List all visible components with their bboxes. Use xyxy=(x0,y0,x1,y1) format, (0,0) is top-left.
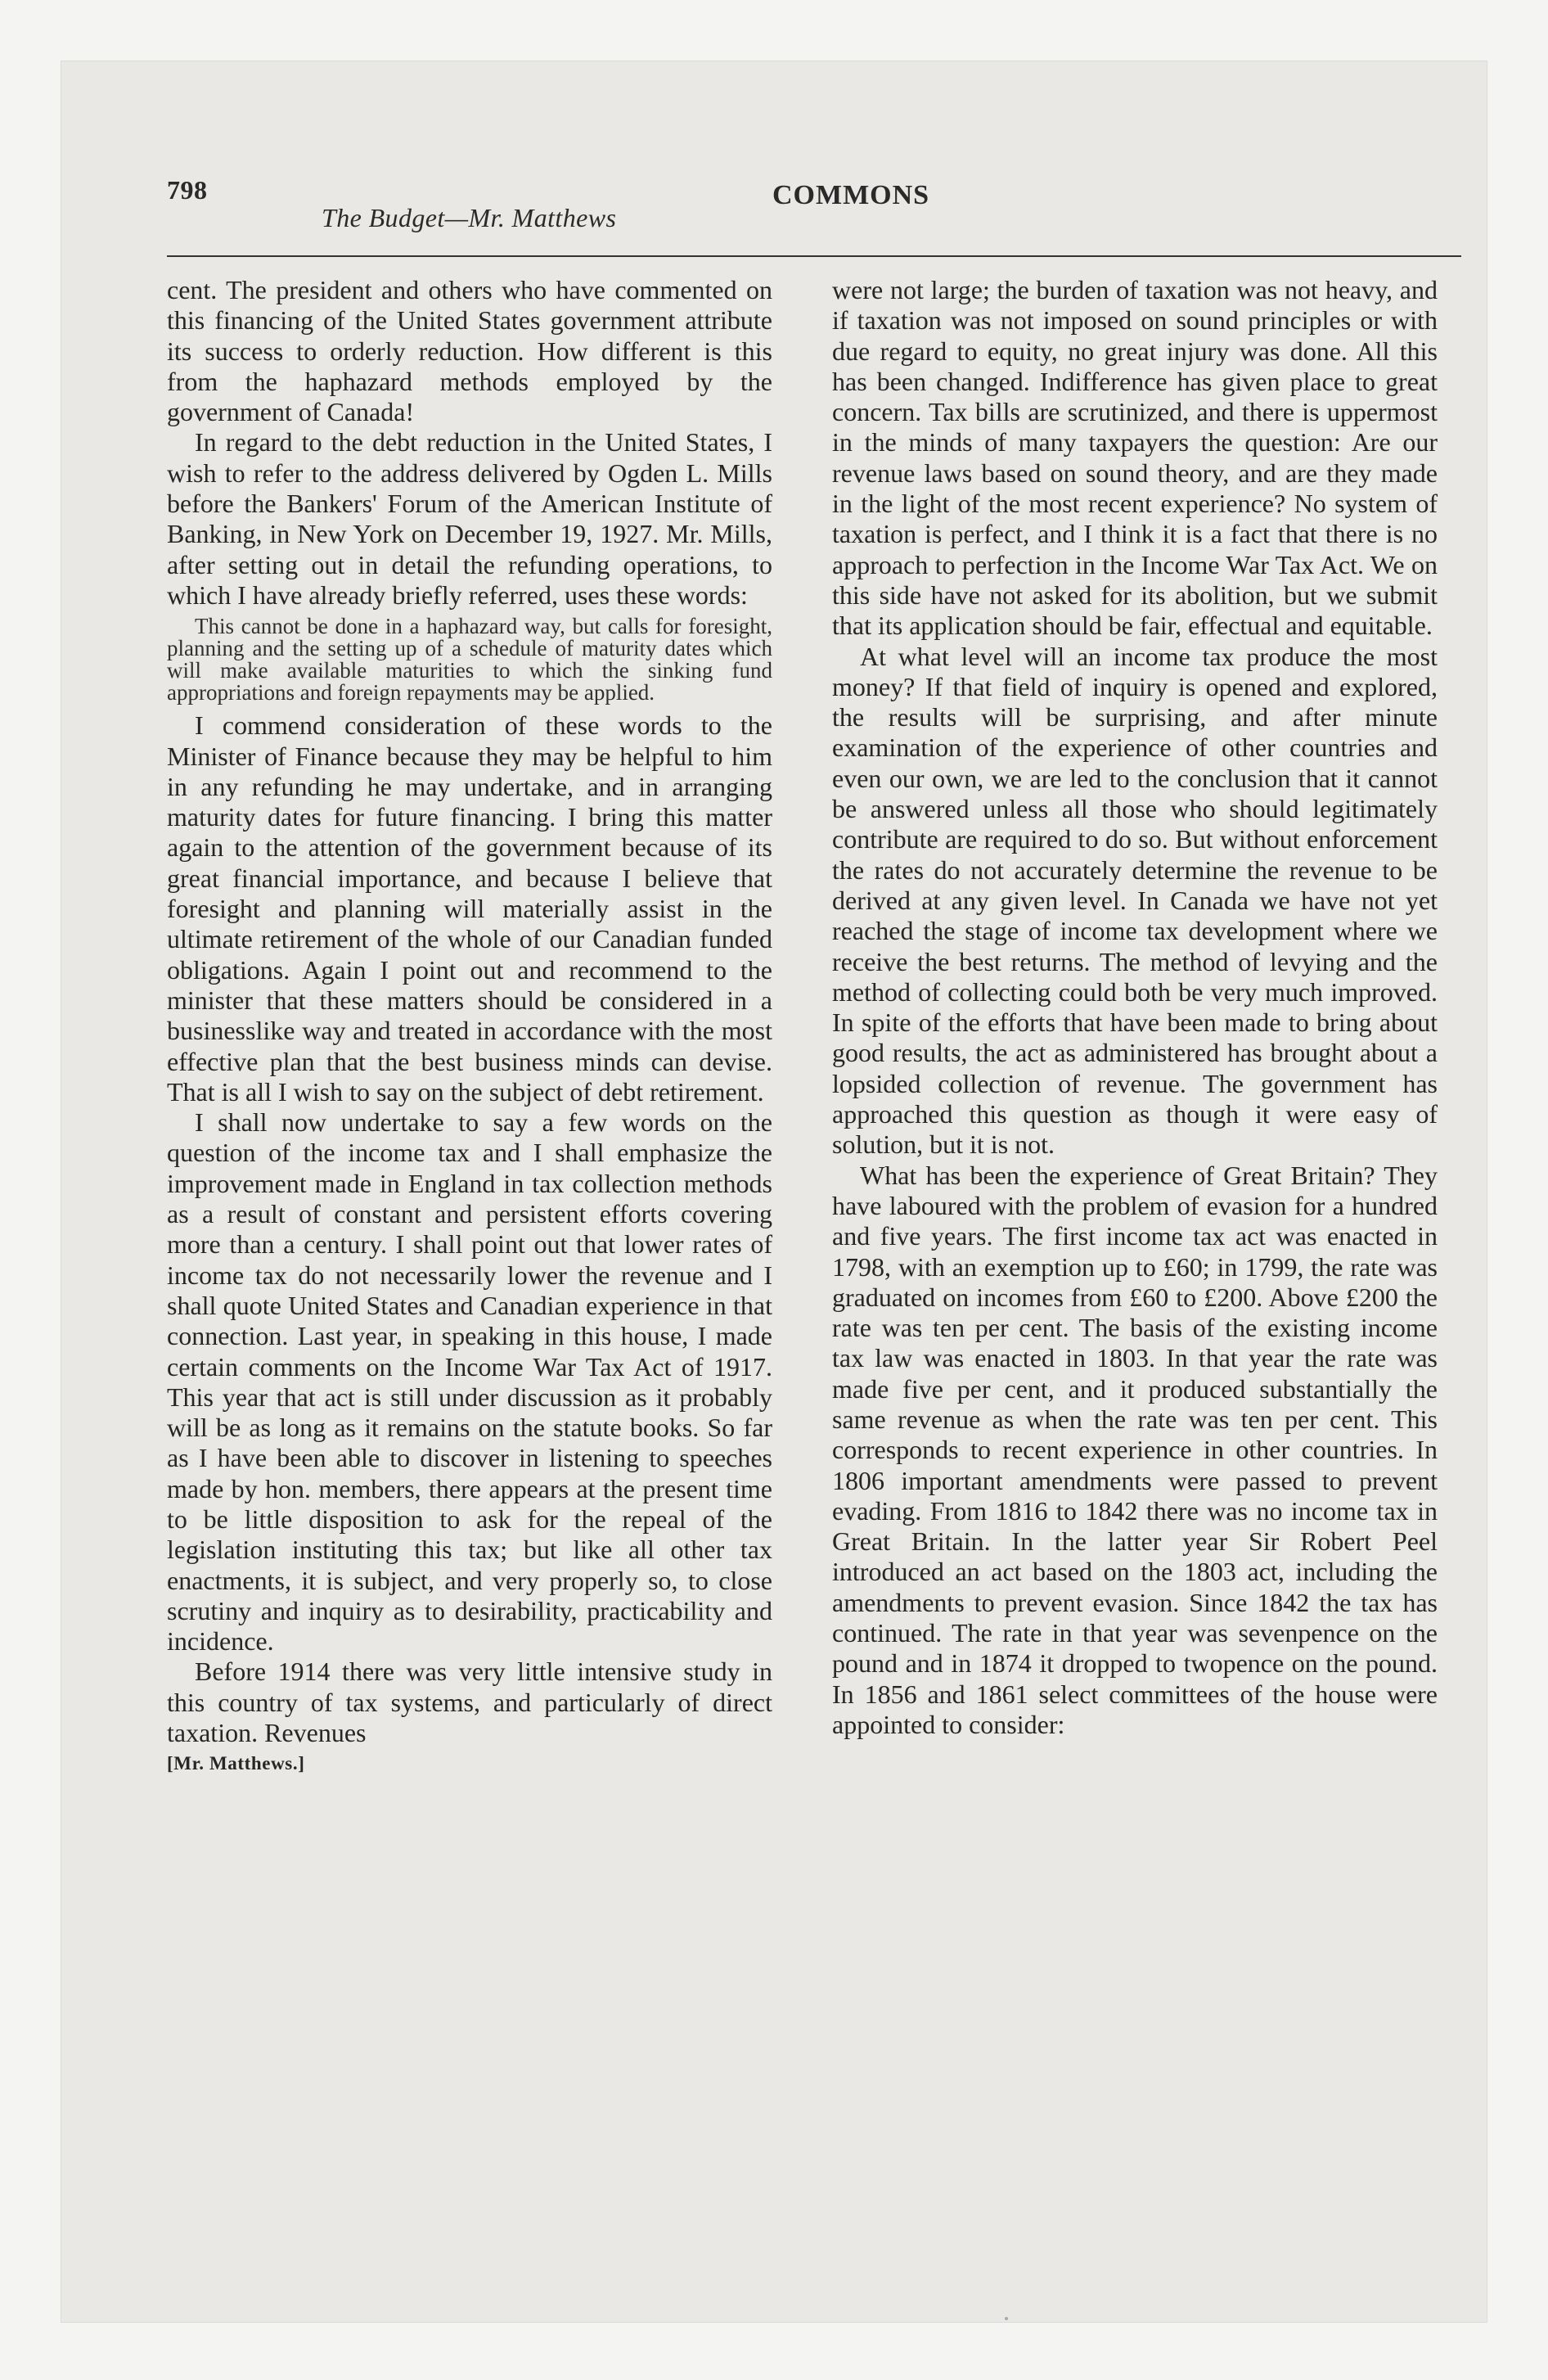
left-column xyxy=(167,275,772,1779)
right-column xyxy=(832,275,1438,1740)
header-rule xyxy=(167,255,1461,257)
paragraph: I commend consideration of these words to the Minister of Finance because they may be helpful to him in any refunding he may undertake, and in arranging maturity dates for future financing. I bring this matter again to the attention of the government because of its great financial importance, and because I believe that foresight and planning will materially assist in the ultimate retirement of the whole of our Canadian funded obligations. Again I point out and recommend to the minister that these matters should be considered in a businesslike way and treated in accordance with the most effective plan that the best business minds can devise. That is all I wish to say on the subject of debt retirement. xyxy=(167,710,772,1107)
running-head: The Budget—Mr. Matthews xyxy=(322,203,617,232)
paragraph: What has been the experience of Great Britain? They have laboured with the problem of evasion for a hundred and five years. The first income tax act was enacted in 1798, with an exemption up to £60; in 1799, the rate was graduated on incomes from £60 to £200. Above £200 the rate was ten per cent. The basis of the existing income tax law was enacted in 1803. In that year the rate was made five per cent, and it produced substantially the same revenue as when the rate was ten per cent. This corresponds to recent experience in other countries. In 1806 important amendments were passed to prevent evading. From 1816 to 1842 there was no income tax in Great Britain. In the latter year Sir Robert Peel introduced an act based on the 1803 act, including the amendments to prevent evasion. Since 1842 the tax has continued. The rate in that year was sevenpence on the pound and in 1874 it dropped to twopence on the pound. In 1856 and 1861 select committees of the house were appointed to consider: xyxy=(832,1160,1438,1739)
scanned-page xyxy=(61,61,1487,2323)
block-quote: This cannot be done in a haphazard way, but calls for foresight, planning and the setting up of a schedule of maturity dates which will make available maturities to which the sinking fund appropriations and foreign repayments may be applied. xyxy=(167,614,772,705)
section-title: COMMONS xyxy=(772,180,930,210)
speaker-tag: [Mr. Matthews.] xyxy=(167,1753,305,1774)
paragraph: I shall now undertake to say a few words on the question of the income tax and I shall emphasize the improvement made in England in tax collection methods as a result of constant and persistent efforts covering more than a century. I shall point out that lower rates of income tax do not necessarily lower the revenue and I shall quote United States and Canadian experience in that connection. Last year, in speaking in this house, I made certain comments on the Income War Tax Act of 1917. This year that act is still under discussion as it probably will be as long as it remains on the statute books. So far as I have been able to discover in listening to speeches made by hon. members, there appears at the present time to be little disposition to ask for the repeal of the legislation instituting this tax; but like all other tax enactments, it is subject, and very properly so, to close scrutiny and inquiry as to desirability, practicability and incidence. xyxy=(167,1107,772,1657)
paragraph: Before 1914 there was very little intensive study in this country of tax systems, and particularly of direct taxation. Revenues xyxy=(167,1657,772,1748)
print-speck xyxy=(1005,2317,1008,2320)
paragraph: cent. The president and others who have commented on this financing of the United States government attribute its success to orderly reduction. How different is this from the haphazard methods employed by the government of Canada! xyxy=(167,275,772,427)
paragraph: In regard to the debt reduction in the United States, I wish to refer to the address delivered by Ogden L. Mills before the Bankers' Forum of the American Institute of Banking, in New York on December 19, 1927. Mr. Mills, after setting out in detail the refunding operations, to which I have already briefly referred, uses these words: xyxy=(167,427,772,610)
page-number: 798 xyxy=(167,175,208,205)
paragraph: were not large; the burden of taxation was not heavy, and if taxation was not imposed on sound principles or with due regard to equity, no great injury was done. All this has been changed. Indifference has given place to great concern. Tax bills are scrutinized, and there is uppermost in the minds of many taxpayers the question: Are our revenue laws based on sound theory, and are they made in the light of the most recent experience? No system of taxation is perfect, and I think it is a fact that there is no approach to perfection in the Income War Tax Act. We on this side have not asked for its abolition, but we submit that its application should be fair, effectual and equitable. xyxy=(832,275,1438,641)
paragraph: At what level will an income tax produce the most money? If that field of inquiry is opened and explored, the results will be surprising, and after minute examination of the experience of other countries and even our own, we are led to the conclusion that it cannot be answered unless all those who should legitimately contribute are required to do so. But without enforcement the rates do not accurately determine the revenue to be derived at any given level. In Canada we have not yet reached the stage of income tax development where we receive the best returns. The method of levying and the method of collecting could both be very much improved. In spite of the efforts that have been made to bring about good results, the act as administered has brought about a lopsided collection of revenue. The government has approached this question as though it were easy of solution, but it is not. xyxy=(832,641,1438,1160)
hansard-page xyxy=(167,167,1461,2319)
